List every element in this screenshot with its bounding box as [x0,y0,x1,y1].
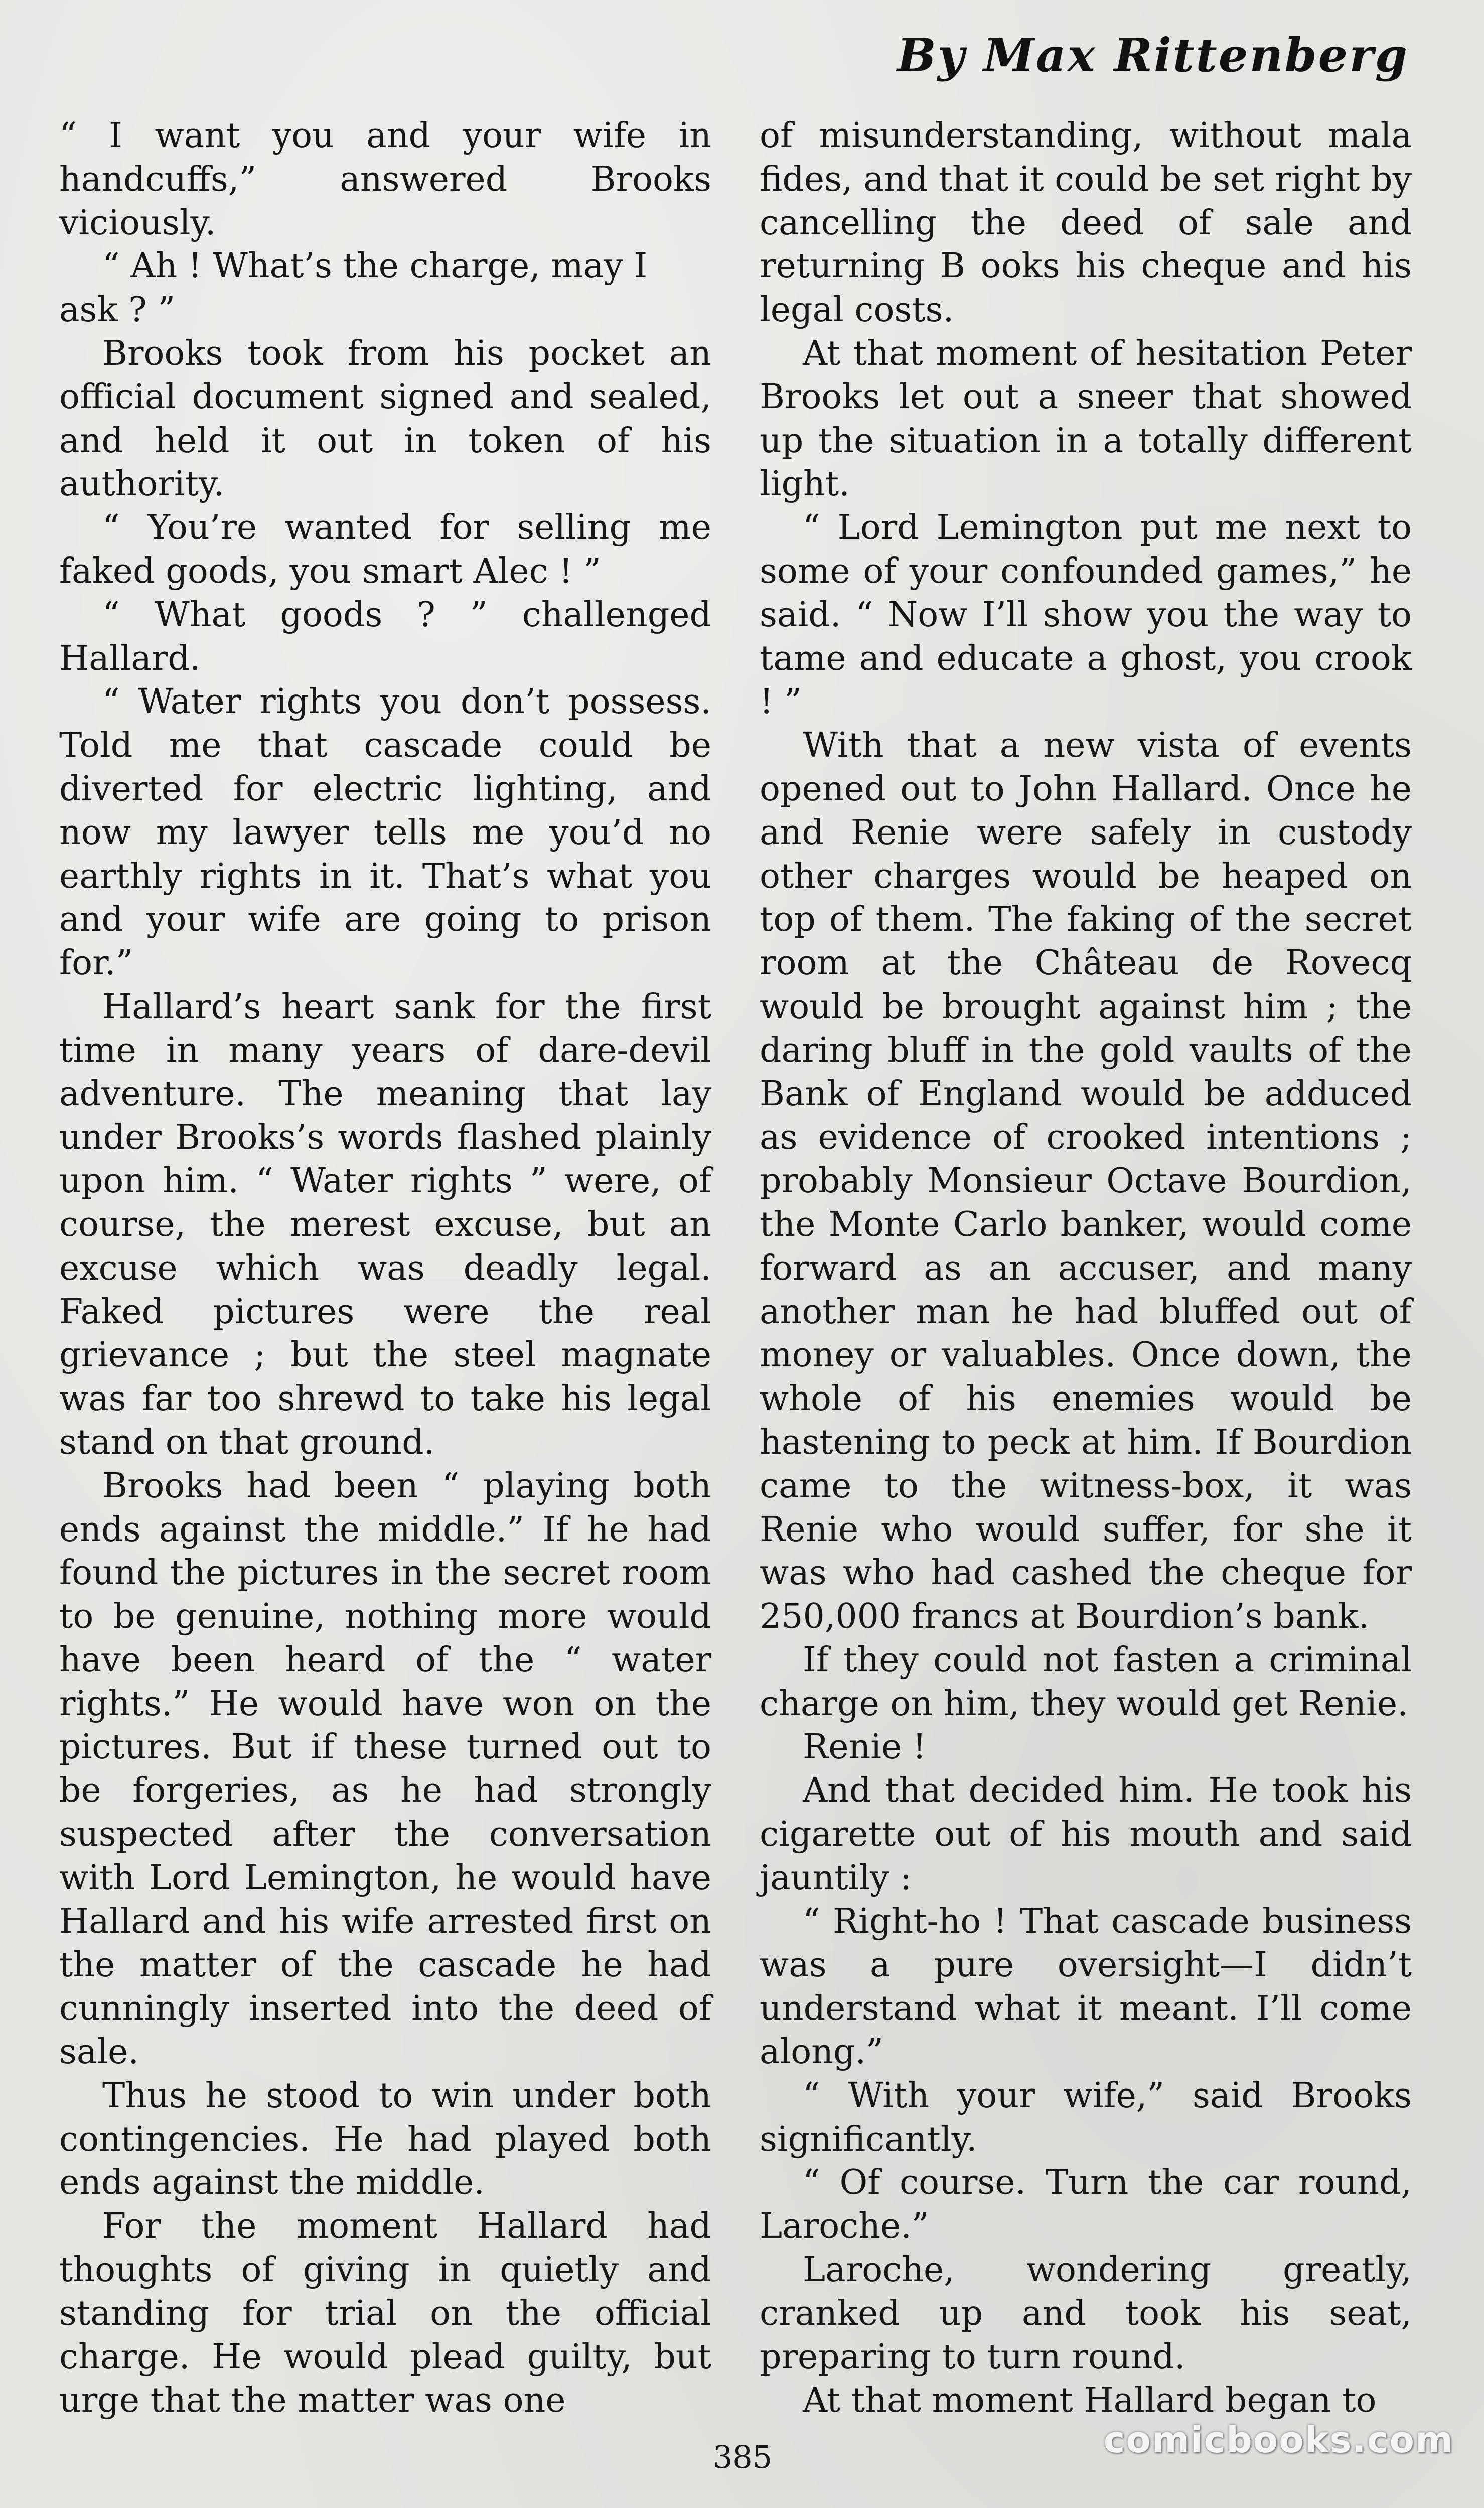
paragraph: With that a new vista of events opened out to John Hallard. Once he and Renie were safely in custody other charges would be heaped on top of them. The faking of the secret room at the Château de Rovecq would be brought against him ; the daring bluff in the gold vaults of the Bank of England would be adduced as evidence of crooked intentions ; probably Monsieur Octave Bourdion, the Monte Carlo banker, would come forward as an accuser, and many another man he had bluffed out of money or valuables. Once down, the whole of his enemies would be hastening to peck at him. If Bourdion came to the witness-box, it was Renie who would suffer, for she it was who had cashed the cheque for 250,000 francs at Bourdion’s bank. [760,726,1412,1637]
author-byline: By Max Rittenberg [897,28,1409,82]
paragraph: Laroche, wondering greatly, cranked up and took his seat, preparing to turn round. [760,2250,1412,2377]
paragraph: Thus he stood to win under both contingencies. He had played both ends against the middle. [59,2075,711,2203]
page-number: 385 [712,2439,773,2475]
paragraph: “ Of course. Turn the car round, Laroche.” [760,2163,1412,2247]
paragraph: At that moment of hesitation Peter Brooks let out a sneer that showed up the situation in a totally different light. [760,333,1412,504]
site-watermark: comicbooks.com [1103,2419,1454,2461]
paragraph: Hallard’s heart sank for the first time in many years of dare-devil adventure. The meaning that lay under Brooks’s words flashed plainly upon him. “ Water rights ” were, of course, the merest excuse, but an excuse which was deadly legal. Faked pictures were the real grievance ; but the steel magnate was far too shrewd to take his legal stand on that ground. [59,987,711,1462]
paragraph: “ What goods ? ” challenged Hallard. [59,595,711,678]
paragraph: If they could not fasten a criminal charge on him, they would get Renie. [760,1640,1412,1724]
paragraph: For the moment Hallard had thoughts of giving in quietly and standing for trial on the official charge. He would plead guilty, but urge that the matter was one [59,2206,711,2421]
paragraph: “ Lord Lemington put me next to some of your confounded games,” he said. “ Now I’ll show you the way to tame and educate a ghost, you crook ! ” [760,508,1412,722]
paragraph: “ Ah ! What’s the charge, may I ask ? ” [59,246,648,330]
paragraph: And that decided him. He took his cigarette out of his mouth and said jauntily : [760,1771,1412,1898]
paragraph: “ Right-ho ! That cascade business was a pure oversight—I didn’t understand what it meant. I’ll come along.” [760,1901,1412,2072]
paragraph: “ I want you and your wife in handcuffs,” answered Brooks viciously. [59,116,711,243]
paragraph: At that moment Hallard began to [803,2381,1377,2421]
paragraph: “ Water rights you don’t possess. Told me that cascade could be diverted for electric lighting, and now my lawyer tells me you’d no earthly rights in it. That’s what you and your wife are going to prison for.” [59,682,711,984]
right-text-column [760,114,1412,2423]
paragraph: “ With your wife,” said Brooks significantly. [760,2075,1412,2159]
paragraph: of misunderstanding, without mala fides, and that it could be set right by cancelling the deed of sale and returning B ooks his cheque and his legal costs. [760,116,1412,330]
paragraph: “ You’re wanted for selling me faked goods, you smart Alec ! ” [59,508,711,591]
paragraph: Brooks had been “ playing both ends against the middle.” If he had found the pictures in the secret room to be genuine, nothing more would have been heard of the “ water rights.” He would have won on the pictures. But if these turned out to be forgeries, as he had strongly suspected after the conversation with Lord Lemington, he would have Hallard and his wife arrested first on the matter of the cascade he had cunningly inserted into the deed of sale. [59,1466,711,2072]
left-text-column [59,114,711,2423]
paragraph: Brooks took from his pocket an official document signed and sealed, and held it out in token of his authority. [59,333,711,504]
paragraph: Renie ! [803,1727,927,1767]
